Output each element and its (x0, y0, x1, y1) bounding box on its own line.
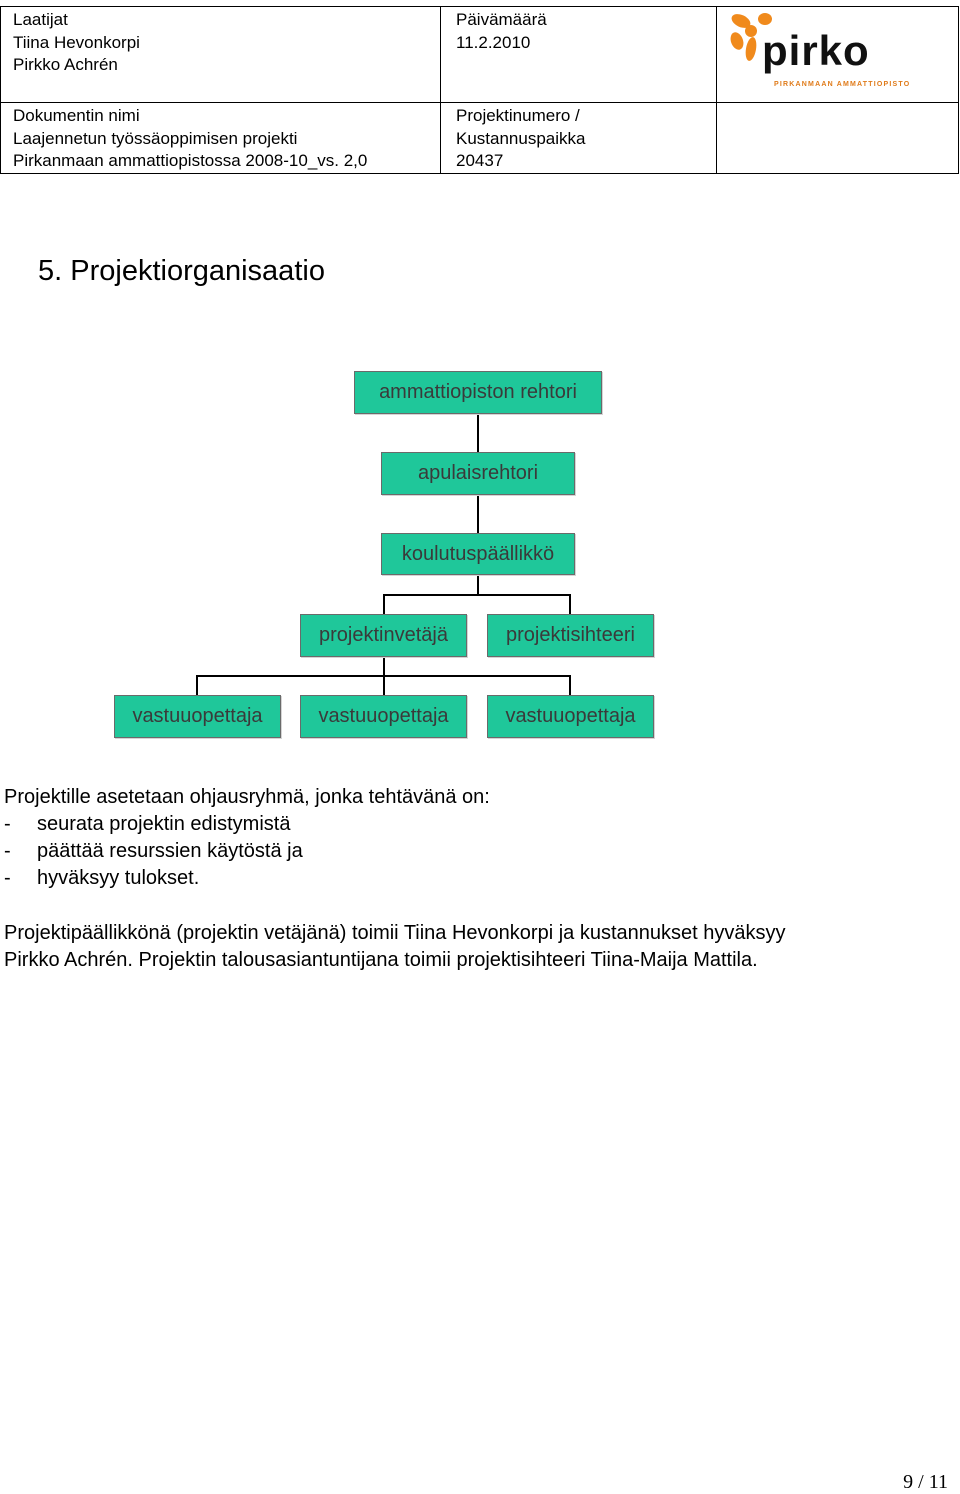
list-item-text: hyväksyy tulokset. (37, 867, 200, 889)
date-cell (440, 6, 717, 103)
empty-cell (716, 102, 959, 174)
connector-l5-right (569, 675, 571, 695)
list-item-text: päättää resurssien käytöstä ja (37, 840, 303, 862)
project-number-label-1: Projektinumero / (456, 106, 580, 125)
org-box-apulaisrehtori: apulaisrehtori (381, 452, 575, 495)
doc-name-line1: Laajennetun työssäoppimisen projekti (13, 128, 298, 148)
connector-l1-l2 (477, 414, 479, 454)
logo-wordmark: pirko (762, 27, 870, 74)
connector-l4-right (569, 594, 571, 614)
list-item (4, 865, 199, 892)
org-box-rehtori: ammattiopiston rehtori (354, 371, 602, 414)
project-number-label-2: Kustannuspaikka (456, 128, 586, 148)
authors-label: Laatijat (13, 10, 68, 29)
author-1: Tiina Hevonkorpi (13, 32, 140, 52)
connector-l5-mid (383, 675, 385, 695)
author-2: Pirkko Achrén (13, 55, 118, 74)
intro-text: Projektille asetetaan ohjausryhmä, jonka tehtävänä on: (4, 786, 490, 808)
org-box-vastuuopettaja-3: vastuuopettaja (487, 695, 654, 738)
doc-name-cell (0, 102, 441, 174)
org-box-projektisihteeri: projektisihteeri (487, 614, 654, 657)
doc-name-line2: Pirkanmaan ammattiopistossa 2008-10_vs. 2,0 (13, 151, 368, 170)
authors-cell (0, 6, 441, 103)
connector-l4-down (383, 657, 385, 675)
logo-cell (716, 6, 959, 103)
org-box-koulutuspaallikko: koulutuspäällikkö (381, 533, 575, 575)
project-number-value: 20437 (456, 151, 504, 170)
document-header (0, 6, 959, 174)
org-box-vastuuopettaja-2: vastuuopettaja (300, 695, 467, 738)
bullet-dash: - (4, 867, 11, 889)
org-chart (0, 360, 960, 760)
doc-name-label: Dokumentin nimi (13, 106, 140, 125)
connector-l4-bar (383, 594, 571, 596)
page-number: 9 / 11 (903, 1471, 948, 1493)
list-item-text: seurata projektin edistymistä (37, 813, 291, 835)
bullet-dash: - (4, 813, 11, 835)
section-title: 5. Projektiorganisaatio (38, 255, 325, 287)
date-value: 11.2.2010 (456, 32, 531, 52)
list-item (4, 838, 303, 865)
bullet-dash: - (4, 840, 11, 862)
org-box-projektinvetaja: projektinvetäjä (300, 614, 467, 657)
connector-l5-left (196, 675, 198, 695)
date-label: Päivämäärä (456, 10, 547, 29)
org-box-vastuuopettaja-1: vastuuopettaja (114, 695, 281, 738)
project-number-cell (440, 102, 717, 174)
connector-l2-l3 (477, 495, 479, 533)
connector-l4-left (383, 594, 385, 614)
connector-l3-down (477, 575, 479, 595)
pirko-logo (727, 9, 911, 88)
paragraph-line-1: Projektipäällikkönä (projektin vetäjänä) toimii Tiina Hevonkorpi ja kustannukset hyväksyy (4, 922, 786, 944)
list-item (4, 811, 290, 838)
logo-subtitle: PIRKANMAAN AMMATTIOPISTO (774, 81, 911, 88)
paragraph-line-2: Pirkko Achrén. Projektin talousasiantuntijana toimii projektisihteeri Tiina-Maija Mattila. (4, 949, 758, 971)
